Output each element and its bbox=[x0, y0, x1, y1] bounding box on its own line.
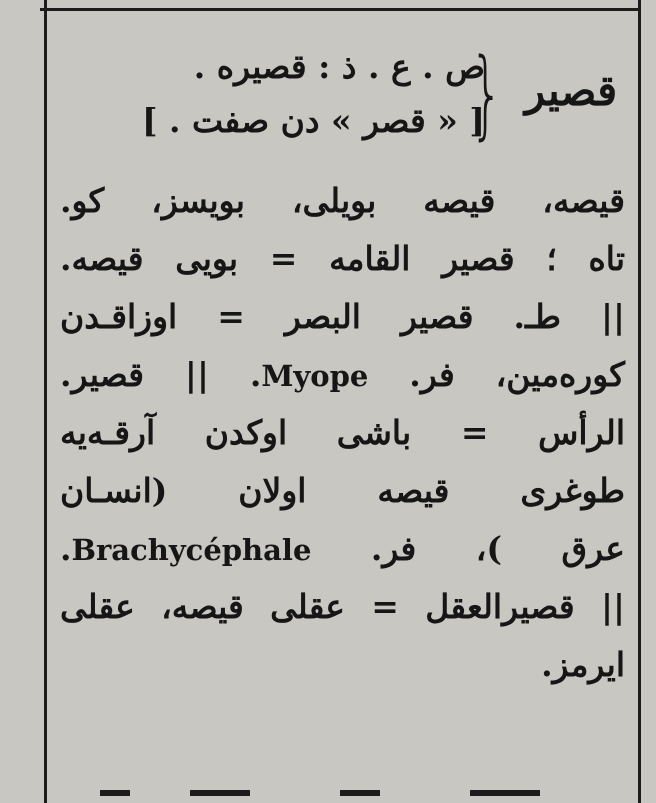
definition-line: || طـ. قصير البصر = اوزاقـدن bbox=[60, 297, 625, 336]
curly-brace-icon: { bbox=[469, 38, 504, 150]
definition-line: || قصيرالعقل = عقلى قيصه، عقلى bbox=[60, 587, 625, 626]
top-column-rule bbox=[40, 8, 640, 11]
definition-line: الرأس = باشى اوكدن آرقـه‌يه bbox=[60, 413, 625, 452]
entry-grammar-block bbox=[55, 40, 485, 148]
grammar-line: ص . ع . ذ : قصيره . bbox=[193, 47, 485, 86]
entry-definition bbox=[60, 172, 625, 694]
definition-line: قيصه، قيصه بويلى، بويسز، كو. bbox=[60, 181, 625, 220]
definition-line: عرق )، فر. Brachycéphale. bbox=[60, 529, 625, 568]
next-line-fragment bbox=[40, 790, 640, 803]
entry-headword: قصير bbox=[524, 66, 618, 115]
definition-line: كورەمين، فر. Myope. || قصير. bbox=[60, 355, 625, 394]
definition-line: تاه ؛ قصير القامه = بويى قيصه. bbox=[60, 239, 625, 278]
right-column-rule bbox=[638, 0, 641, 803]
definition-line: طوغرى قيصه اولان (انسـان bbox=[60, 471, 625, 510]
french-term: Myope bbox=[261, 359, 369, 393]
left-column-rule bbox=[44, 0, 47, 803]
definition-line: ايرمز. bbox=[541, 645, 625, 684]
french-term: Brachycéphale bbox=[71, 533, 312, 567]
etymology-line: [ « قصر » دن صفت . ] bbox=[141, 101, 485, 140]
